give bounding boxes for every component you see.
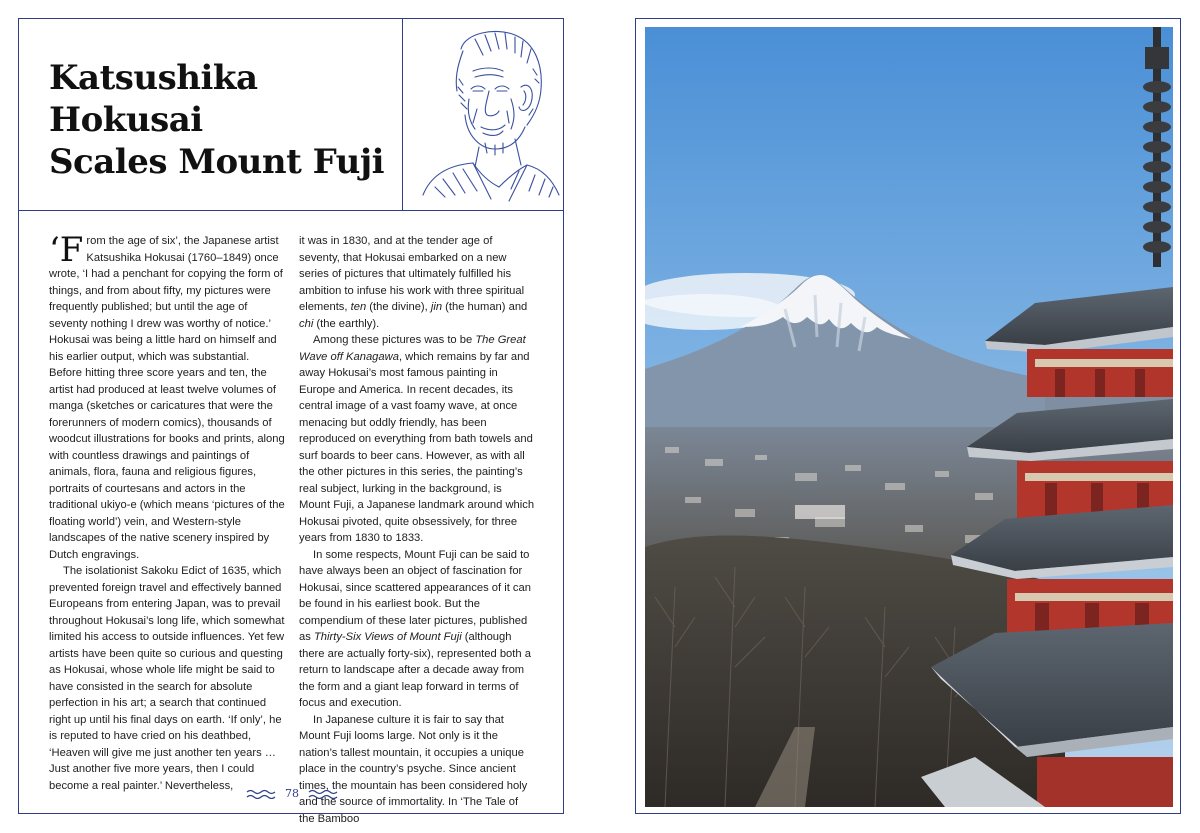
paragraph: [299, 547, 535, 712]
hokusai-portrait-icon: [403, 19, 563, 209]
drop-cap: ‘F: [49, 230, 84, 270]
italic-title: Thirty-Six Views of Mount Fuji: [313, 631, 462, 643]
text-column-1: [49, 230, 285, 794]
italic-term: ten: [350, 301, 367, 313]
text-run: it was in 1830, and at the tender age of seventy, that Hokusai embarked on a new series of pictures that ultimately fulfilled his ambition to infuse his work with three spiritual elements,: [299, 235, 525, 313]
text-run: , which remains by far and away Hokusai’s most famous painting in Europe and America. In recent decades, its central image of a vast foamy wave, at once menacing but oddly friendly, has been reproduced on everything from bath towels and surf boards to beer cans. However, as with all the other pictures in this series, the painting’s real subject, lurking in the background, is Mount Fuji, a Japanese landmark around which Hokusai pivoted, quite obsessively, for three years from 1830 to 1833.: [299, 350, 535, 544]
paragraph: [299, 233, 535, 332]
text-run: Among these pictures was to be: [313, 334, 476, 346]
fuji-pagoda-illustration: [645, 27, 1173, 807]
title-line-2: Scales Mount Fuji: [49, 142, 385, 182]
page-title: [49, 57, 402, 183]
page-number: 78: [285, 787, 299, 801]
text-run: (the human) and: [442, 301, 528, 313]
paragraph: [299, 332, 535, 547]
left-page: [18, 18, 564, 825]
text-column-2: [299, 233, 535, 827]
page-footer: [19, 785, 565, 803]
right-page: [635, 18, 1181, 814]
text-run: (the earthly).: [313, 317, 380, 330]
text-run: (the divine),: [366, 301, 431, 313]
italic-title: The Great Wave off Kanagawa: [299, 334, 526, 363]
portrait-box: [403, 19, 563, 211]
italic-term: chi: [299, 317, 314, 330]
title-box: [19, 19, 403, 211]
paragraph: In Japanese culture it is fair to say that Mount Fuji looms large. Not only is it the nation’s tallest mountain, it occupies a unique place in the country’s psyche. Since ancient times, the mountain has been considered holy and the source of immortality. In ‘The Tale of the Bamboo: [299, 713, 528, 825]
paragraph: [49, 230, 285, 563]
wave-ornament-icon: [308, 789, 338, 799]
italic-term: jin: [430, 301, 443, 313]
paragraph: The isolationist Sakoku Edict of 1635, which prevented foreign travel and effectively banned Europeans from entering Japan, was to prevail throughout Hokusai’s long life, which somewhat limited his access to outside influences. Yet few artists have been quite so curious and questing as Hokusai, whose whole life might be said to have consisted in the search for absolute perfection in his art; a search that continued right up until his final days on earth. ‘If only’, he is reputed to have cried on his deathbed, ‘Heaven will give me just another ten years … Just another five more years, then I could become a real painter.’ Nevertheless,: [49, 565, 285, 792]
text-run: In some respects, Mount Fuji can be said to have always been an object of fascination for Hokusai, since scattered appearances of it can be found in his earliest book. But the compendium of these later pictures, published as: [299, 548, 531, 643]
mount-fuji-photo: [645, 27, 1173, 807]
wave-ornament-icon: [246, 789, 276, 799]
title-line-1: Katsushika Hokusai: [49, 58, 258, 140]
paragraph-text: rom the age of six’, the Japanese artist Katsushika Hokusai (1760–1849) once wrote, ‘I had a penchant for copying the form of things, and from about fifty, my pictures were frequently published; but until the age of seventy nothing I drew was worthy of notice.’ Hokusai was being a little hard on himself and his earlier output, which was substantial. Before hitting three score years and ten, the artist had produced at least twelve volumes of manga (sketches or caricatures that were the forerunners of modern comics), thousands of woodcut illustrations for books and prints, along with countless drawings and paintings of animals, flora, fauna and religious figures, portraits of courtesans and actors in the traditional ukiyo-e (which means ‘pictures of the floating world’) vein, and Western-style landscapes of the native scenery inspired by Dutch engravings.: [49, 235, 285, 561]
text-run: (although there are actually forty-six), represented both a return to landscape after a decade away from the form and a giant leap forward in terms of focus and execution.: [299, 631, 531, 709]
